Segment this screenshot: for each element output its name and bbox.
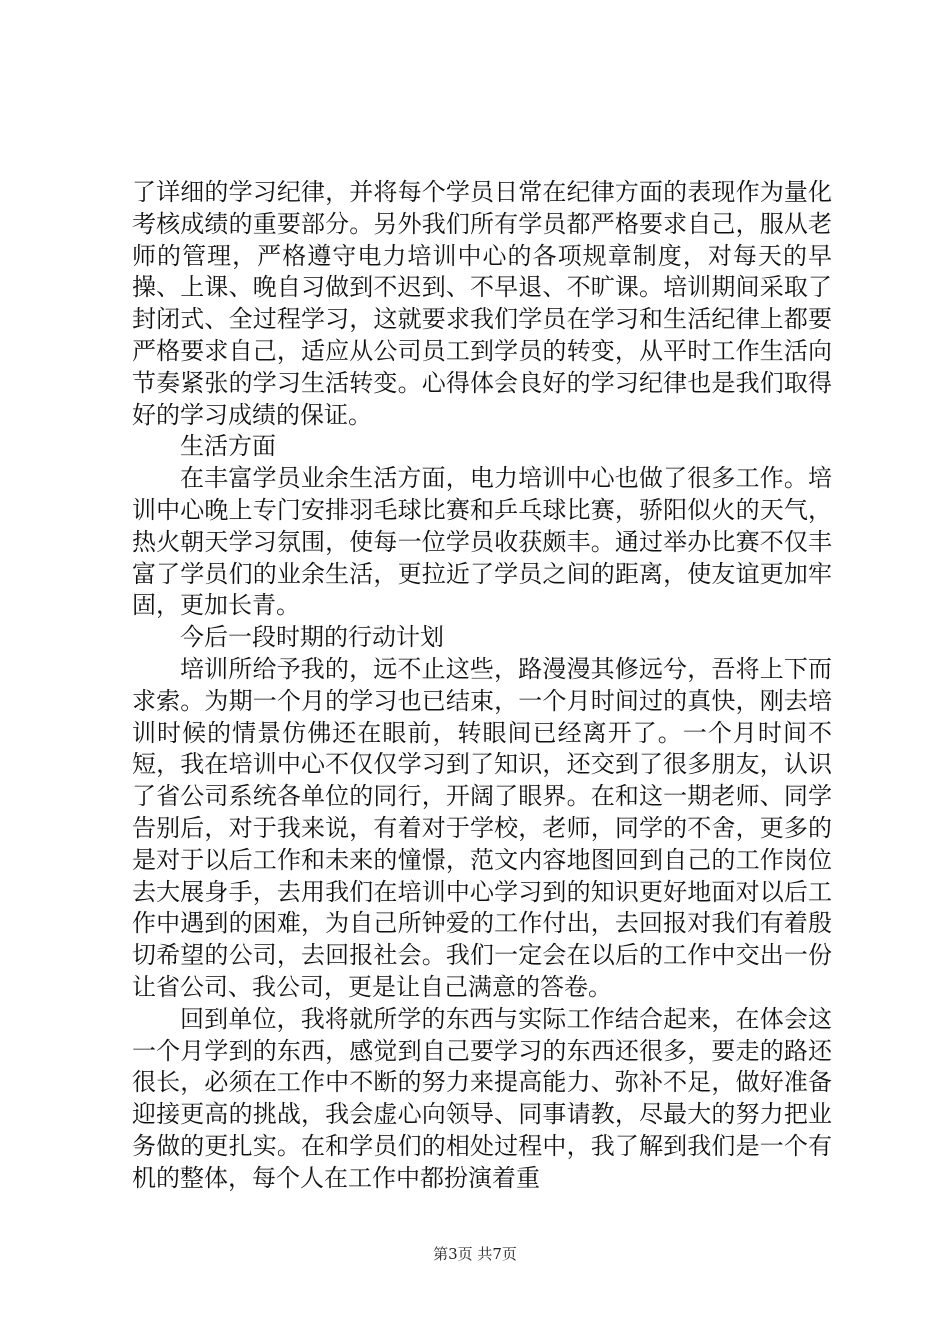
paragraph-action-plan: 培训所给予我的，远不止这些，路漫漫其修远兮，吾将上下而求索。为期一个月的学习也已结束，一个月时间过的真快，刚去培训时候的情景仿佛还在眼前，转眼间已经离开了。一个月时间不短，我在培训中心不仅仅学习到了知识，还交到了很多朋友，认识了省公司系统各单位的同行，开阔了眼界。在和这一期老师、同学告别后，对于我来说，有着对于学校，老师，同学的不舍，更多的是对于以后工作和未来的憧憬，范文内容地图回到自己的工作岗位去大展身手，去用我们在培训中心学习到的知识更好地面对以后工作中遇到的困难，为自己所钟爱的工作付出，去回报对我们有着殷切希望的公司，去回报社会。我们一定会在以后的工作中交出一份让省公司、我公司，更是让自己满意的答卷。 (132, 654, 832, 1001)
section-heading-life: 生活方面 (180, 432, 276, 461)
paragraph-life: 在丰富学员业余生活方面，电力培训中心也做了很多工作。培训中心晚上专门安排羽毛球比赛和乒乓球比赛，骄阳似火的天气，热火朝天学习氛围，使每一位学员收获颇丰。通过举办比赛不仅丰富了学员们的业余生活，更拉近了学员之间的距离，使友谊更加牢固，更加长青。 (132, 464, 832, 620)
document-body (132, 177, 832, 1195)
paragraph-discipline: 了详细的学习纪律，并将每个学员日常在纪律方面的表现作为量化考核成绩的重要部分。另外我们所有学员都严格要求自己，服从老师的管理，严格遵守电力培训中心的各项规章制度，对每天的早操、上课、晚自习做到不迟到、不早退、不旷课。培训期间采取了封闭式、全过程学习，这就要求我们学员在学习和生活纪律上都要严格要求自己，适应从公司员工到学员的转变，从平时工作生活向节奏紧张的学习生活转变。心得体会良好的学习纪律也是我们取得好的学习成绩的保证。 (132, 178, 832, 429)
paragraph-return-to-work: 回到单位，我将就所学的东西与实际工作结合起来，在体会这一个月学到的东西，感觉到自己要学习的东西还很多，要走的路还很长，必须在工作中不断的努力来提高能力、弥补不足，做好准备迎接更高的挑战，我会虚心向领导、同事请教，尽最大的努力把业务做的更扎实。在和学员们的相处过程中，我了解到我们是一个有机的整体，每个人在工作中都扮演着重 (132, 1004, 832, 1192)
page-number-footer: 第3页 共7页 (433, 1245, 517, 1263)
section-heading-action-plan: 今后一段时期的行动计划 (180, 623, 444, 652)
